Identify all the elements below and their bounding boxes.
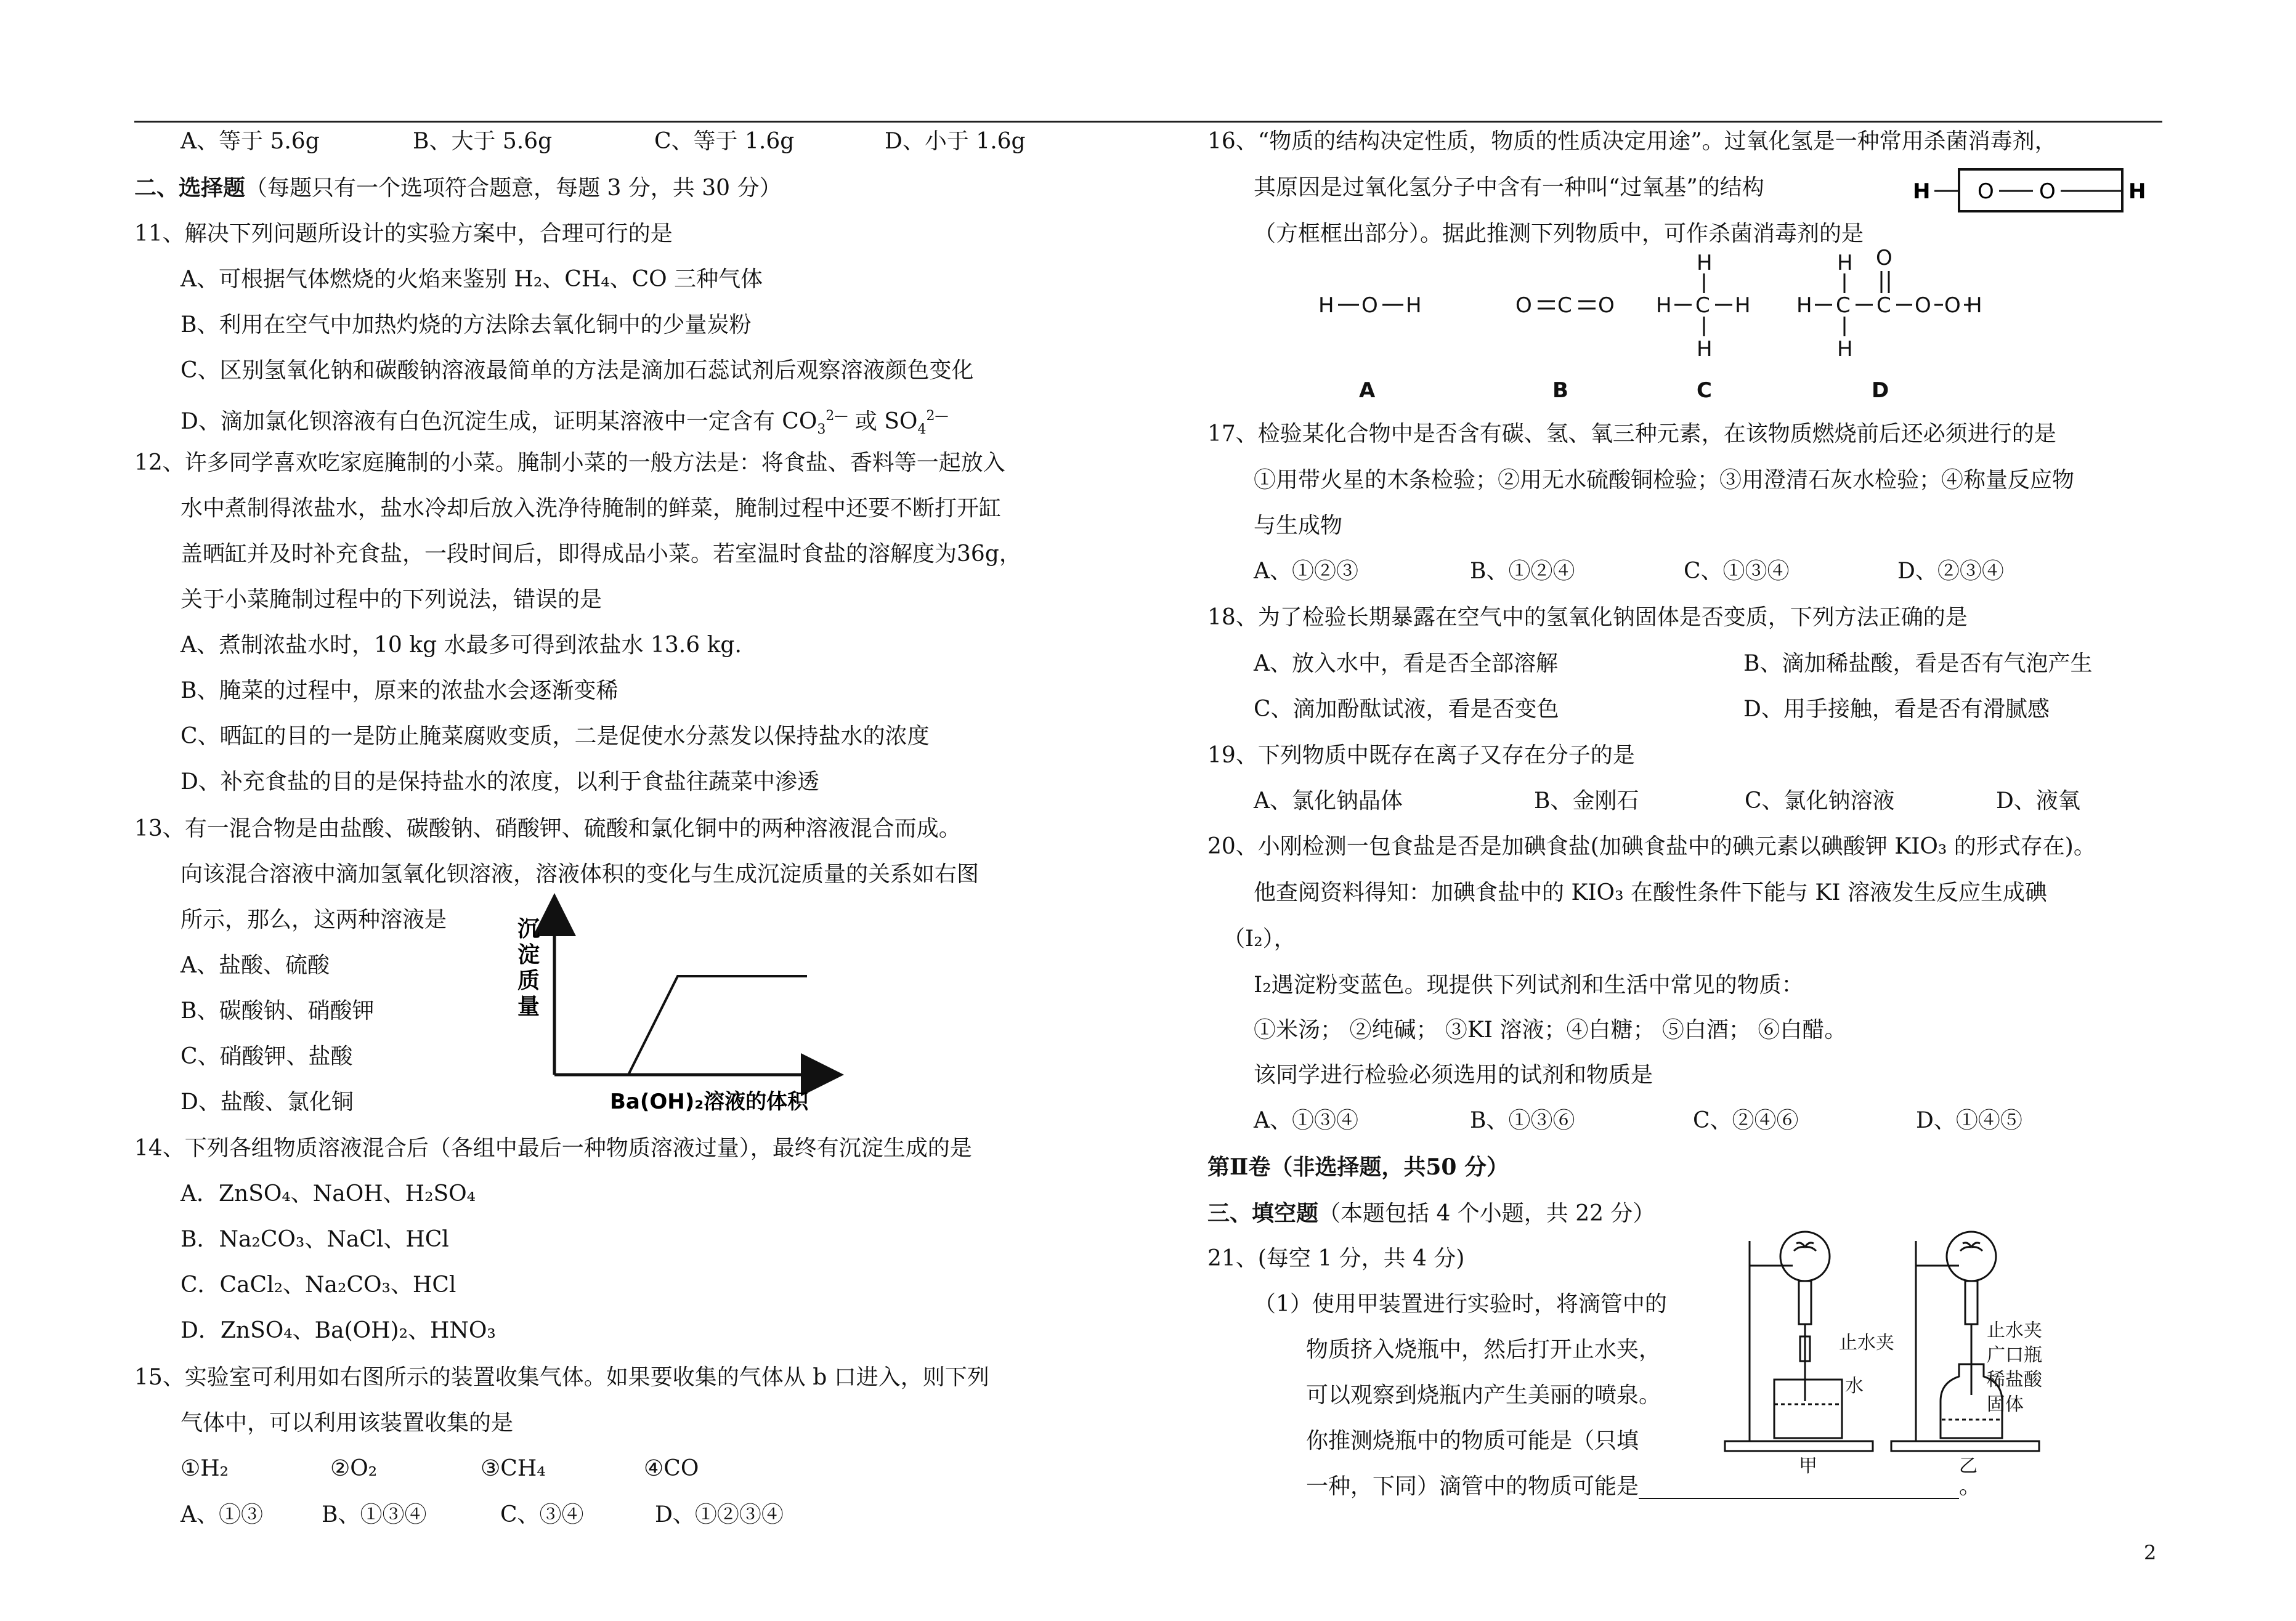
graph-ylabel-2: 淀: [517, 942, 540, 968]
q11-d-sup2: 2—: [926, 408, 949, 424]
q20-option-a: A、①③④: [1254, 1108, 1358, 1133]
d-o1: O: [1915, 293, 1931, 318]
a-h1: H: [1318, 293, 1334, 318]
q21-line3: 可以观察到烧瓶内产生美丽的喷泉。: [1306, 1383, 1661, 1408]
q19-option-a: A、氯化钠晶体: [1254, 788, 1403, 814]
c-c: C: [1695, 293, 1710, 318]
q15-gas-3: ③CH₄: [481, 1456, 546, 1481]
q18-option-b: B、滴加稀盐酸，看是否有气泡产生: [1743, 651, 2093, 676]
d-h-left: H: [1796, 293, 1812, 318]
q17-line3: 与生成物: [1254, 513, 1343, 538]
q20-line4: I₂遇淀粉变蓝色。现提供下列试剂和生活中常见的物质：: [1254, 972, 1804, 998]
q14-option-b: B．Na₂CO₃、NaCl、HCl: [181, 1227, 449, 1252]
section2-note: （每题只有一个选项符合题意，每题 3 分，共 30 分）: [245, 176, 782, 201]
q14-stem: 14、下列各组物质溶液混合后（各组中最后一种物质溶液过量），最终有沉淀生成的是: [134, 1136, 972, 1161]
section2-title: 二、选择题: [134, 175, 246, 201]
section2-heading: [134, 176, 782, 201]
q15-gas-1: ①H₂: [181, 1456, 229, 1481]
q11-d-sub: 3: [817, 422, 826, 437]
q11-d-sub2: 4: [917, 422, 927, 437]
d-h-bottom: H: [1837, 337, 1853, 362]
q13-option-d: D、盐酸、氯化铜: [181, 1089, 354, 1115]
part2-title: 第Ⅱ卷（非选择题，共50 分）: [1207, 1154, 1509, 1180]
label-bottle: 广口瓶: [1987, 1344, 2042, 1366]
peroxy-structure: [1910, 166, 2156, 216]
q19-option-d: D、液氧: [1996, 788, 2080, 814]
q19-option-c: C、氯化钠溶液: [1745, 788, 1895, 814]
q17-option-c: C、①③④: [1684, 559, 1790, 584]
q12-option-c: C、晒缸的目的一是防止腌菜腐败变质，二是促使水分蒸发以保持盐水的浓度: [181, 724, 930, 749]
q13-option-b: B、碳酸钠、硝酸钾: [181, 998, 375, 1024]
q18-stem: 18、为了检验长期暴露在空气中的氢氧化钠固体是否变质，下列方法正确的是: [1207, 605, 1968, 630]
graph-xlabel: Ba(OH)₂溶液的体积: [610, 1089, 809, 1114]
label-clamp2: 止水夹: [1987, 1320, 2042, 1341]
q20-line2: 他查阅资料得知：加碘食盐中的 KIO₃ 在酸性条件下能与 KI 溶液发生反应生成碘: [1254, 880, 2047, 905]
q15-gas-4: ④CO: [644, 1456, 699, 1481]
d-h-end: H: [1966, 293, 1982, 318]
atom-o2: O: [2039, 179, 2056, 204]
q17-line2: ①用带火星的木条检验；②用无水硫酸铜检验；③用澄清石灰水检验；④称量反应物: [1254, 467, 2075, 493]
q12-line4: 关于小菜腌制过程中的下列说法，错误的是: [181, 587, 602, 612]
q20-line5: ①米汤； ②纯碱； ③KI 溶液；④白糖； ⑤白酒； ⑥白醋。: [1254, 1017, 1847, 1043]
page-number: 2: [2144, 1541, 2157, 1564]
q15-gas-2: ②O₂: [330, 1456, 378, 1481]
graph-ylabel-1: 沉: [517, 916, 540, 942]
q12-line2: 水中煮制得浓盐水，盐水冷却后放入洗净待腌制的鲜菜，腌制过程中还要不断打开缸: [181, 496, 1002, 521]
q14-option-a: A．ZnSO₄、NaOH、H₂SO₄: [181, 1181, 476, 1207]
q20-line3: （I₂），: [1223, 926, 1296, 952]
q20-option-b: B、①③⑥: [1470, 1108, 1575, 1133]
q12-line3: 盖晒缸并及时补充食盐，一段时间后，即得成品小菜。若室温时食盐的溶解度为36g，: [181, 541, 1021, 567]
q19-option-b: B、金刚石: [1534, 788, 1639, 814]
label-yi: 乙: [1959, 1455, 1978, 1477]
q12-line1: 12、许多同学喜欢吃家庭腌制的小菜。腌制小菜的一般方法是：将食盐、香料等一起放入: [134, 450, 1005, 475]
q11-d-text: D、滴加氯化钡溶液有白色沉淀生成，证明某溶液中一定含有 CO: [181, 409, 817, 434]
q13-precipitate-graph: [511, 893, 844, 1121]
d-c2: C: [1876, 293, 1891, 318]
section3-note: （本题包括 4 个小题，共 22 分）: [1318, 1201, 1655, 1226]
q14-option-d: D．ZnSO₄、Ba(OH)₂、HNO₃: [181, 1318, 496, 1343]
q18-option-c: C、滴加酚酞试液，看是否变色: [1254, 697, 1559, 722]
d-o-carbonyl: O: [1876, 246, 1892, 270]
label-a: A: [1359, 378, 1376, 403]
q12-option-a: A、煮制浓盐水时，10 kg 水最多可得到浓盐水 13.6 kg.: [181, 633, 742, 658]
b-o2: O: [1598, 293, 1615, 318]
c-h-top: H: [1697, 251, 1713, 275]
q17-option-a: A、①②③: [1254, 559, 1358, 584]
q12-option-d: D、补充食盐的目的是保持盐水的浓度，以利于食盐往蔬菜中渗透: [181, 769, 819, 794]
q16-line2: 其原因是过氧化氢分子中含有一种叫“过氧基”的结构: [1254, 175, 1764, 200]
section3-title: 三、填空题: [1207, 1200, 1319, 1226]
q16-line1: 16、“物质的结构决定性质，物质的性质决定用途”。过氧化氢是一种常用杀菌消毒剂，: [1207, 129, 2057, 154]
section3-heading: [1207, 1201, 1655, 1226]
q13-line3: 所示，那么，这两种溶液是: [181, 907, 447, 932]
q13-line1: 13、有一混合物是由盐酸、碳酸钠、硝酸钾、硫酸和氯化铜中的两种溶液混合而成。: [134, 816, 961, 841]
q15-option-a: A、①③: [181, 1502, 263, 1527]
c-h-bottom: H: [1697, 337, 1713, 362]
label-acid: 稀盐酸: [1987, 1369, 2042, 1391]
b-c: C: [1557, 293, 1572, 318]
q20-option-d: D、①④⑤: [1916, 1108, 2022, 1133]
q21-line5-text: 一种，下同）滴管中的物质可能是: [1306, 1474, 1639, 1499]
q20-line6: 该同学进行检验必须选用的试剂和物质是: [1254, 1062, 1653, 1088]
graph-ylabel-4: 量: [517, 994, 540, 1019]
q15-option-b: B、①③④: [322, 1502, 427, 1527]
q10-option-d: D、小于 1.6g: [885, 129, 1026, 154]
d-c1: C: [1836, 293, 1851, 318]
q15-line2: 气体中，可以利用该装置收集的是: [181, 1410, 514, 1436]
label-clamp: 止水夹: [1839, 1332, 1894, 1354]
q21-line5-end: 。: [1959, 1474, 1982, 1499]
q16-line3: （方框框出部分）。据此推测下列物质中，可作杀菌消毒剂的是: [1254, 221, 1864, 246]
q18-option-a: A、放入水中，看是否全部溶解: [1254, 651, 1558, 676]
q17-option-b: B、①②④: [1470, 559, 1575, 584]
c-h-right: H: [1735, 293, 1751, 318]
q18-option-d: D、用手接触，看是否有滑腻感: [1743, 697, 2050, 722]
q20-option-c: C、②④⑥: [1693, 1108, 1799, 1133]
atom-h2: H: [2128, 179, 2146, 204]
q21-line4: 你推测烧瓶中的物质可能是（只填: [1306, 1428, 1639, 1453]
q10-option-a: A、等于 5.6g: [181, 129, 320, 154]
q19-stem: 19、下列物质中既存在离子又存在分子的是: [1207, 743, 1635, 768]
fountain-apparatus-figure: [1713, 1223, 2045, 1481]
a-o: O: [1361, 293, 1378, 318]
label-b: B: [1552, 378, 1568, 403]
q11-d-sup: 2—: [826, 408, 848, 424]
q11-option-b: B、利用在空气中加热灼烧的方法除去氧化铜中的少量炭粉: [181, 312, 752, 338]
d-o2: O: [1944, 293, 1961, 318]
graph-ylabel-3: 质: [517, 968, 540, 993]
d-h-top: H: [1837, 251, 1853, 275]
q12-option-b: B、腌菜的过程中，原来的浓盐水会逐渐变稀: [181, 678, 619, 703]
q10-option-c: C、等于 1.6g: [654, 129, 795, 154]
q11-option-a: A、可根据气体燃烧的火焰来鉴别 H₂、CH₄、CO 三种气体: [181, 267, 763, 292]
q15-line1: 15、实验室可利用如右图所示的装置收集气体。如果要收集的气体从 b 口进入，则下列: [134, 1365, 989, 1390]
q16-structures: [1306, 246, 1984, 410]
atom-o1: O: [1978, 179, 1994, 204]
atom-h1: H: [1913, 179, 1931, 204]
label-water: 水: [1845, 1375, 1864, 1397]
q13-line2: 向该混合溶液中滴加氢氧化钡溶液，溶液体积的变化与生成沉淀质量的关系如右图: [181, 862, 980, 887]
q11-stem: 11、解决下列问题所设计的实验方案中，合理可行的是: [134, 221, 673, 246]
a-h2: H: [1406, 293, 1422, 318]
c-h-left: H: [1656, 293, 1672, 318]
label-c: C: [1697, 378, 1712, 403]
q13-option-c: C、硝酸钾、盐酸: [181, 1044, 353, 1069]
q13-option-a: A、盐酸、硫酸: [181, 953, 330, 978]
q15-option-c: C、③④: [500, 1502, 584, 1527]
b-o1: O: [1515, 293, 1532, 318]
answer-blank[interactable]: [1639, 1481, 1959, 1499]
q11-option-d: [181, 404, 948, 442]
header-rule: [134, 121, 2162, 123]
q15-option-d: D、①②③④: [655, 1502, 784, 1527]
label-d: D: [1872, 378, 1889, 403]
label-jia: 甲: [1799, 1455, 1817, 1477]
q10-option-b: B、大于 5.6g: [413, 129, 553, 154]
q14-option-c: C．CaCl₂、Na₂CO₃、HCl: [181, 1272, 456, 1298]
label-solid: 固体: [1987, 1394, 2024, 1415]
q21-head: 21、(每空 1 分，共 4 分): [1207, 1246, 1465, 1271]
q17-option-d: D、②③④: [1897, 559, 2004, 584]
q20-line1: 20、小刚检测一包食盐是否是加碘食盐(加碘食盐中的碘元素以碘酸钾 KIO₃ 的形式存在)。: [1207, 834, 2096, 859]
q21-line1: （1）使用甲装置进行实验时，将滴管中的: [1254, 1292, 1667, 1317]
q11-option-c: C、区别氢氧化钠和碳酸钠溶液最简单的方法是滴加石蕊试剂后观察溶液颜色变化: [181, 358, 974, 383]
q17-line1: 17、检验某化合物中是否含有碳、氢、氧三种元素，在该物质燃烧前后还必须进行的是: [1207, 421, 2056, 447]
q11-d-mid: 或 SO: [848, 409, 918, 434]
q21-line2: 物质挤入烧瓶中，然后打开止水夹，: [1306, 1337, 1661, 1362]
